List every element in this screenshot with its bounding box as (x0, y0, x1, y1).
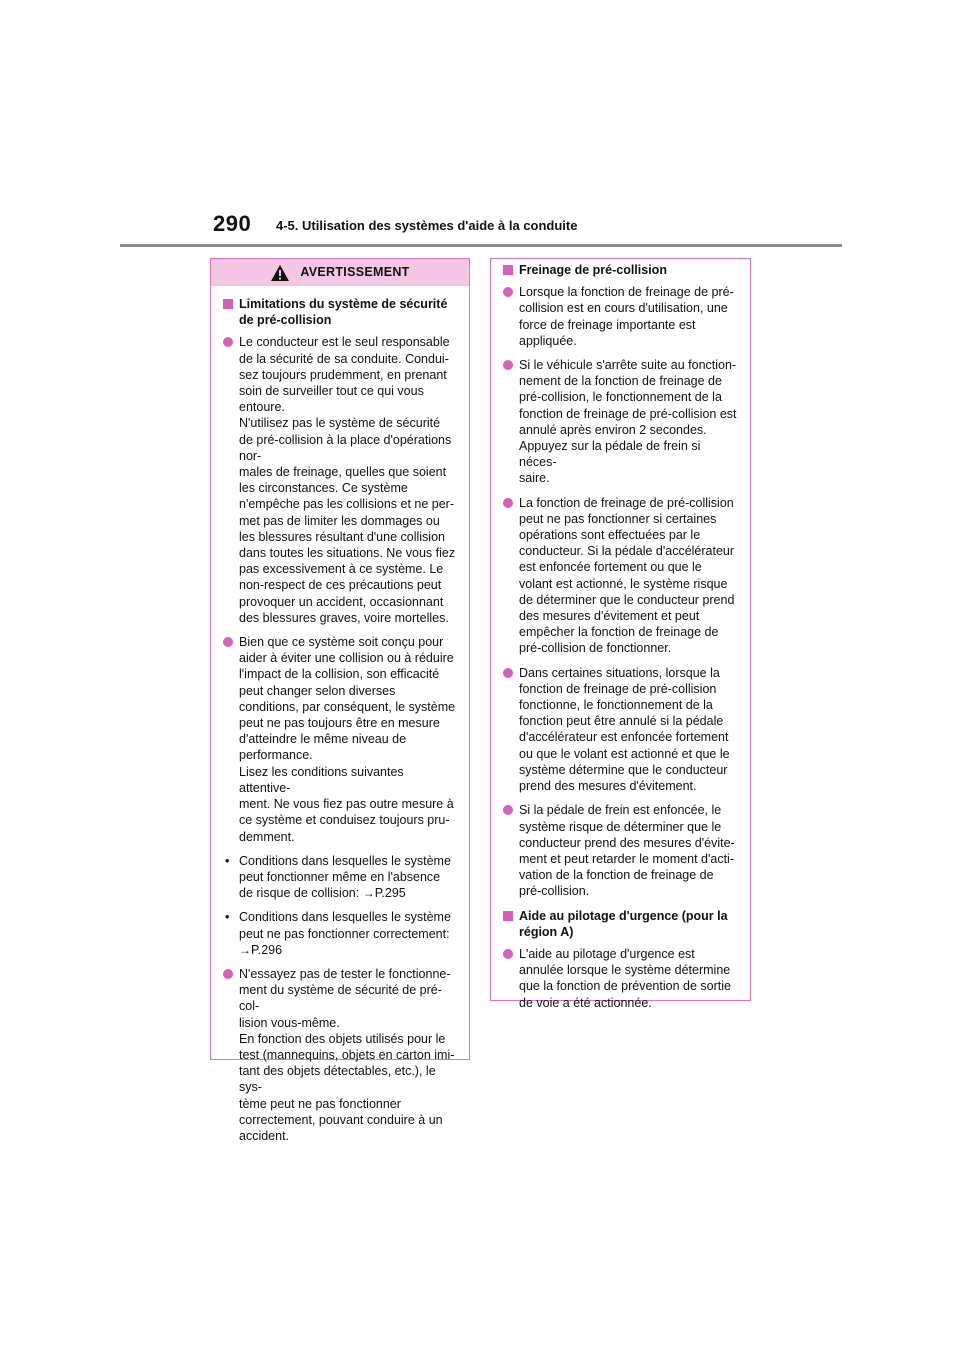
warning-triangle-icon (270, 264, 290, 282)
dot-bullet-icon (223, 637, 233, 647)
list-item (503, 802, 738, 899)
list-item-text: L'aide au pilotage d'urgence est annulée lorsque le système détermine que la fonction de prévention de sortie de voie a été actionnée. (519, 946, 731, 1010)
arrow-right-icon: → (362, 886, 375, 901)
list-item (503, 357, 738, 487)
sub-list-item-text: Conditions dans lesquelles le système peut ne pas fonctionner correctement: (239, 910, 451, 941)
sub-list-item-text: Conditions dans lesquelles le système peut fonctionner même en l'absence de risque de collision: (239, 853, 451, 901)
square-bullet-icon (503, 911, 513, 921)
page-reference-link[interactable]: P.296 (251, 942, 283, 957)
sub-list-item (225, 853, 457, 902)
list-item (503, 946, 738, 1011)
dot-bullet-icon (503, 360, 513, 370)
warning-header (211, 259, 469, 286)
header-rule (120, 244, 842, 247)
list-item (503, 495, 738, 657)
dot-bullet-icon (223, 337, 233, 347)
dot-bullet-icon (503, 287, 513, 297)
info-box (490, 258, 751, 1010)
list-item-text: Si le véhicule s'arrête suite au fonction- nement de la fonction de freinage de pré-collision, le fonctionnement de la fonction de freinage de pré-collision est annulé après environ 2 secondes. Appuyez sur la pédale de frein si néces- saire. (519, 358, 737, 486)
page-reference-link[interactable]: P.295 (374, 886, 406, 901)
warning-title: AVERTISSEMENT (300, 265, 410, 280)
warning-heading-text: Limitations du système de sécurité de pré-collision (239, 297, 448, 328)
square-bullet-icon (223, 299, 233, 309)
section-heading-text: Aide au pilotage d'urgence (pour la région A) (519, 908, 728, 939)
section-heading-freinage (503, 262, 738, 278)
sub-bullet: • (225, 910, 230, 925)
square-bullet-icon (503, 265, 513, 275)
warning-box (210, 258, 470, 1143)
list-item (223, 334, 457, 626)
list-item-text: Si la pédale de frein est enfoncée, le système risque de déterminer que le conducteur prend des mesures d'évite- ment et peut retarder le moment d'acti- vation de la fonction de freinage de pré-collision. (519, 803, 735, 899)
dot-bullet-icon (503, 498, 513, 508)
list-item (503, 665, 738, 795)
dot-bullet-icon (223, 969, 233, 979)
dot-bullet-icon (503, 805, 513, 815)
list-item (223, 966, 457, 1144)
list-item-text: Dans certaines situations, lorsque la fonction de freinage de pré-collision fonctionne, le fonctionnement de la fonction peut être annulé si la pédale d'accélérateur est enfoncée fortement ou que le volant est actionné et que le système détermine que le conducteur prend des mesures d'évitement. (519, 665, 730, 794)
dot-bullet-icon (503, 949, 513, 959)
arrow-right-icon: → (239, 942, 251, 957)
list-item (223, 634, 457, 845)
list-item-text: Bien que ce système soit conçu pour aider à éviter une collision ou à réduire l'impact de la collision, son efficacité peut changer selon diverses conditions, par conséquent, le système peut ne pas toujours être en mesure d'atteindre le même niveau de performance. Lisez les conditions suivantes attentive- ment. Ne vous fiez pas outre mesure à ce système et conduisez toujours pru- demment. (239, 635, 456, 844)
sub-list-item (225, 909, 457, 958)
list-item (503, 284, 738, 349)
list-item-text: Le conducteur est le seul responsable de la sécurité de sa conduite. Condui- sez toujours prudemment, en prenant soin de surveiller tout ce qui vous entoure. N'utilisez pas le système de sécurité de pré-collision à la place d'opérations nor- males de freinage, quelles que soient les circonstances. Ce système n'empêche pas les collisions et ne per- met pas de limiter les dommages ou les blessures résultant d'une collision dans toutes les situations. Ne vous fiez pas excessivement à ce système. Le non-respect de ces précautions peut provoquer un accident, occasionnant des blessures graves, voire mortelles. (239, 335, 456, 625)
dot-bullet-icon (503, 668, 513, 678)
warning-heading (223, 296, 457, 328)
list-item-text: La fonction de freinage de pré-collision peut ne pas fonctionner si certaines opérations sont effectuées par le conducteur. Si la pédale d'accélérateur est enfoncée fortement ou que le volant est actionné, le système risque de déterminer que le conducteur prend des mesures d'évitement et peut empêcher la fonction de freinage de pré-collision de fonctionner. (519, 495, 735, 656)
sub-bullet: • (225, 853, 230, 868)
section-heading-text: Freinage de pré-collision (519, 263, 667, 277)
list-item-text: Lorsque la fonction de freinage de pré-collision est en cours d'utilisation, une force de freinage importante est appliquée. (519, 285, 734, 348)
section-heading-aide-pilotage (503, 908, 738, 940)
list-item-text: N'essayez pas de tester le fonctionne- ment du système de sécurité de pré-col- lision vous-même. En fonction des objets utilisés pour le test (mannequins, objets en carton imi- tant des objets détectables, etc.), le sys- tème peut ne pas fonctionner correctement, pouvant conduire à un accident. (239, 966, 455, 1143)
section-title: 4-5. Utilisation des systèmes d'aide à la conduite (276, 218, 578, 233)
page-number: 290 (213, 211, 252, 236)
